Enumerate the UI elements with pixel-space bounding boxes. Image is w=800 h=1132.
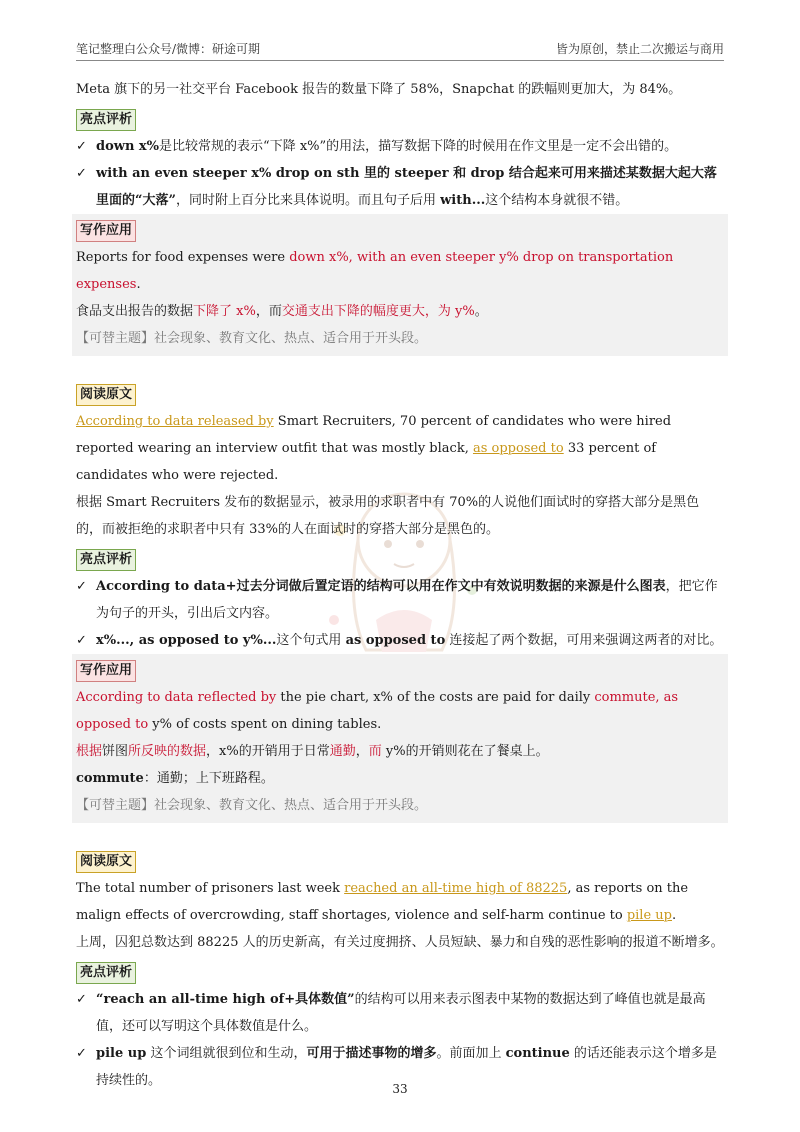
red-phrase: 而 xyxy=(368,744,382,759)
bold-phrase: with an even steeper x% drop on sth 里的 steeper 和 drop 结合起来可用来描述某数据大起大落里面的“大落” xyxy=(96,166,717,208)
gold-phrase: According to data released by xyxy=(76,414,274,429)
highlight-label: 亮点评析 xyxy=(76,549,136,571)
example-text: . xyxy=(136,277,141,292)
page-content xyxy=(76,76,724,1094)
red-phrase: 通勤 xyxy=(329,744,356,759)
topics-note: 【可替主题】社会现象、教育文化、热点、适合用于开头段。 xyxy=(76,331,428,346)
check-icon: ✓ xyxy=(76,579,87,594)
bold-phrase: pile up xyxy=(96,1046,147,1061)
reading-text: . xyxy=(672,908,677,923)
bold-phrase: with... xyxy=(440,193,486,208)
bullet-text: 。前面加上 xyxy=(436,1046,506,1061)
highlight-bullet xyxy=(76,133,724,160)
check-icon: ✓ xyxy=(76,166,87,181)
check-icon: ✓ xyxy=(76,1046,87,1061)
writing-application-block xyxy=(72,654,728,823)
example-text: ，x%的开销用于日常 xyxy=(206,744,330,759)
bold-phrase: 可用于描述事物的增多 xyxy=(306,1046,437,1061)
bold-phrase: as opposed to xyxy=(345,633,446,648)
example-text: 。 xyxy=(474,304,488,319)
writing-label: 写作应用 xyxy=(76,220,136,242)
bullet-text: ，把它作为句子的开头，引出后文内容。 xyxy=(96,579,718,621)
bold-phrase: down x% xyxy=(96,139,160,154)
bold-phrase: x%..., as opposed to y%... xyxy=(96,633,277,648)
reading-label: 阅读原文 xyxy=(76,384,136,406)
writing-example-cn xyxy=(76,298,724,325)
page-header xyxy=(76,36,724,61)
reading-original-en xyxy=(76,875,724,929)
header-right-text: 皆为原创，禁止二次搬运与商用 xyxy=(555,42,724,56)
writing-example-en xyxy=(76,244,724,298)
reading-text: The total number of prisoners last week xyxy=(76,881,345,896)
gold-phrase: reached an all-time high of 88225 xyxy=(344,881,568,896)
reading-original-cn: 上周，囚犯总数达到 88225 人的历史新高，有关过度拥挤、人员短缺、暴力和自残的恶性影响的报道不断增多。 xyxy=(76,935,724,950)
reading-original-cn: 根据 Smart Recruiters 发布的数据显示，被录用的求职者中有 70%的人说他们面试时的穿搭大部分是黑色的，而被拒绝的求职者中只有 33%的人在面试时的穿搭大部分是黑色的。 xyxy=(76,495,700,537)
red-phrase: 交通支出下降的幅度更大，为 y% xyxy=(281,304,475,319)
vocab-word: commute xyxy=(76,771,144,786)
highlight-bullet xyxy=(76,160,724,214)
red-phrase: According to data reflected by xyxy=(76,690,277,705)
bold-phrase: continue xyxy=(505,1046,570,1061)
red-phrase: 所反映的数据 xyxy=(128,744,207,759)
example-text: ，而 xyxy=(255,304,282,319)
example-text: Reports for food expenses were xyxy=(76,250,290,265)
example-text: ， xyxy=(355,744,369,759)
gold-phrase: pile up xyxy=(626,908,672,923)
header-left-text: 笔记整理白公众号/微博：研途可期 xyxy=(76,42,261,56)
bold-phrase: “reach an all-time high of+具体数值” xyxy=(96,992,355,1007)
highlight-bullet xyxy=(76,573,724,627)
example-text: 饼图 xyxy=(102,744,129,759)
highlight-label: 亮点评析 xyxy=(76,962,136,984)
example-text: the pie chart, x% of the costs are paid for daily xyxy=(276,690,595,705)
reading-text: , as reports on the malign effects of overcrowding, staff shortages, violence and self-harm continue to xyxy=(76,881,689,923)
bullet-text: 是比较常规的表示“下降 x%”的用法，描写数据下降的时候用在作文里是一定不会出错的。 xyxy=(159,139,678,154)
writing-application-block xyxy=(72,214,728,356)
reading-text: 33 percent of candidates who were rejected. xyxy=(76,441,657,483)
highlight-bullet xyxy=(76,986,724,1040)
reading-label: 阅读原文 xyxy=(76,851,136,873)
bullet-text: 这个句式用 xyxy=(276,633,346,648)
highlight-bullet xyxy=(76,627,724,654)
red-phrase: down x%, with an even steeper y% drop on transportation expenses xyxy=(76,250,674,292)
bold-phrase: According to data+过去分词做后置定语的结构可以用在作文中有效说明数据的来源是什么图表 xyxy=(96,579,666,594)
writing-label: 写作应用 xyxy=(76,660,136,682)
bullet-text: 连接起了两个数据，可用来强调这两者的对比。 xyxy=(445,633,723,648)
bullet-text: 这个结构本身就很不错。 xyxy=(485,193,629,208)
reading-original-en xyxy=(76,408,724,489)
check-icon: ✓ xyxy=(76,633,87,648)
vocab-note xyxy=(76,765,724,792)
red-phrase: commute, as opposed to xyxy=(76,690,679,732)
bullet-text: ，同时附上百分比来具体说明。而且句子后用 xyxy=(175,193,441,208)
example-text: y% of costs spent on dining tables. xyxy=(148,717,382,732)
vocab-definition: ：通勤；上下班路程。 xyxy=(143,771,274,786)
highlight-label: 亮点评析 xyxy=(76,109,136,131)
red-phrase: 下降了 x% xyxy=(193,304,256,319)
check-icon: ✓ xyxy=(76,139,87,154)
gold-phrase: as opposed to xyxy=(472,441,564,456)
reading-text: Smart Recruiters, 70 percent of candidates who were hired reported wearing an interview outfit that was mostly black, xyxy=(76,414,672,456)
bullet-text: 这个词组就很到位和生动， xyxy=(146,1046,307,1061)
topics-note: 【可替主题】社会现象、教育文化、热点、适合用于开头段。 xyxy=(76,798,428,813)
page-number: 33 xyxy=(392,1082,408,1096)
intro-paragraph: Meta 旗下的另一社交平台 Facebook 报告的数量下降了 58%，Snapchat 的跌幅则更加大，为 84%。 xyxy=(76,82,682,97)
red-phrase: 根据 xyxy=(76,744,103,759)
bullet-text: 的结构可以用来表示图表中某物的数据达到了峰值也就是最高值，还可以写明这个具体数值是什么。 xyxy=(96,992,706,1034)
example-text: y%的开销则花在了餐桌上。 xyxy=(381,744,549,759)
bullet-text: 的话还能表示这个增多是持续性的。 xyxy=(96,1046,717,1088)
check-icon: ✓ xyxy=(76,992,87,1007)
writing-example-en xyxy=(76,684,724,738)
example-text: 食品支出报告的数据 xyxy=(76,304,194,319)
writing-example-cn xyxy=(76,738,724,765)
